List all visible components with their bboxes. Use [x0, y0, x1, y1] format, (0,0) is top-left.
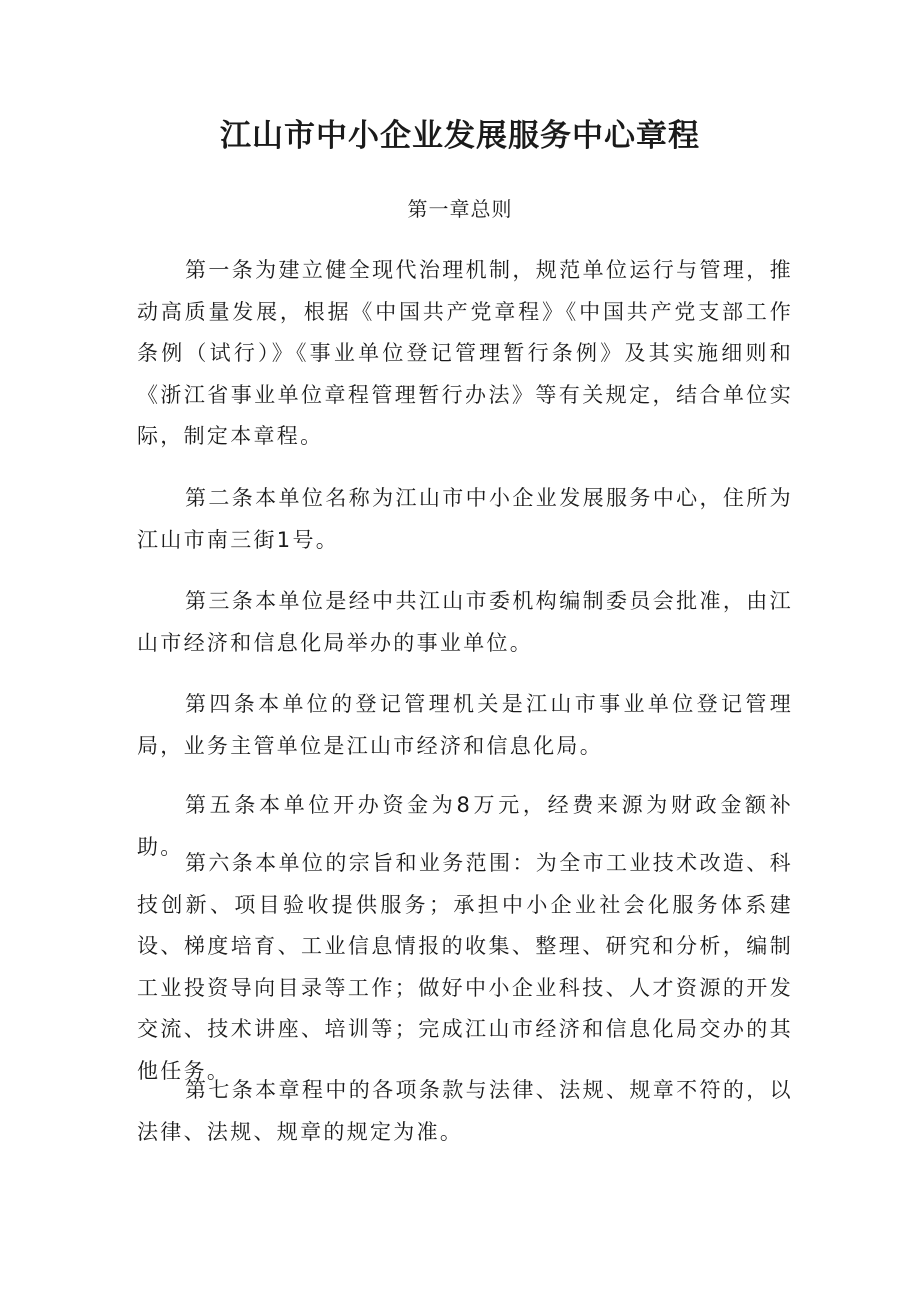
- article-3: 第三条本单位是经中共江山市委机构编制委员会批准，由江山市经济和信息化局举办的事业单位。: [137, 589, 793, 655]
- article-6: 第六条本单位的宗旨和业务范围：为全市工业技术改造、科技创新、项目验收提供服务；承担中小企业社会化服务体系建设、梯度培育、工业信息情报的收集、整理、研究和分析，编制工业投资导向目录等工作；做好中小企业科技、人才资源的开发交流、技术讲座、培训等；完成江山市经济和信息化局交办的其他任务。: [137, 851, 793, 1083]
- article-2: 第二条本单位名称为江山市中小企业发展服务中心，住所为江山市南三街1号。: [137, 486, 793, 552]
- article-1: 第一条为建立健全现代治理机制，规范单位运行与管理，推动高质量发展，根据《中国共产党章程》《中国共产党支部工作条例（试行）》《事业单位登记管理暂行条例》及其实施细则和《浙江省事业单位章程管理暂行办法》等有关规定，结合单位实际，制定本章程。: [137, 258, 793, 448]
- chapter-heading: 第一章总则: [407, 197, 513, 221]
- document-title: 江山市中小企业发展服务中心章程: [220, 118, 700, 154]
- article-5: 第五条本单位开办资金为8万元，经费来源为财政金额补助。: [137, 793, 793, 859]
- article-4: 第四条本单位的登记管理机关是江山市事业单位登记管理局，业务主管单位是江山市经济和信息化局。: [137, 692, 793, 758]
- article-7: 第七条本章程中的各项条款与法律、法规、规章不符的，以法律、法规、规章的规定为准。: [137, 1078, 793, 1144]
